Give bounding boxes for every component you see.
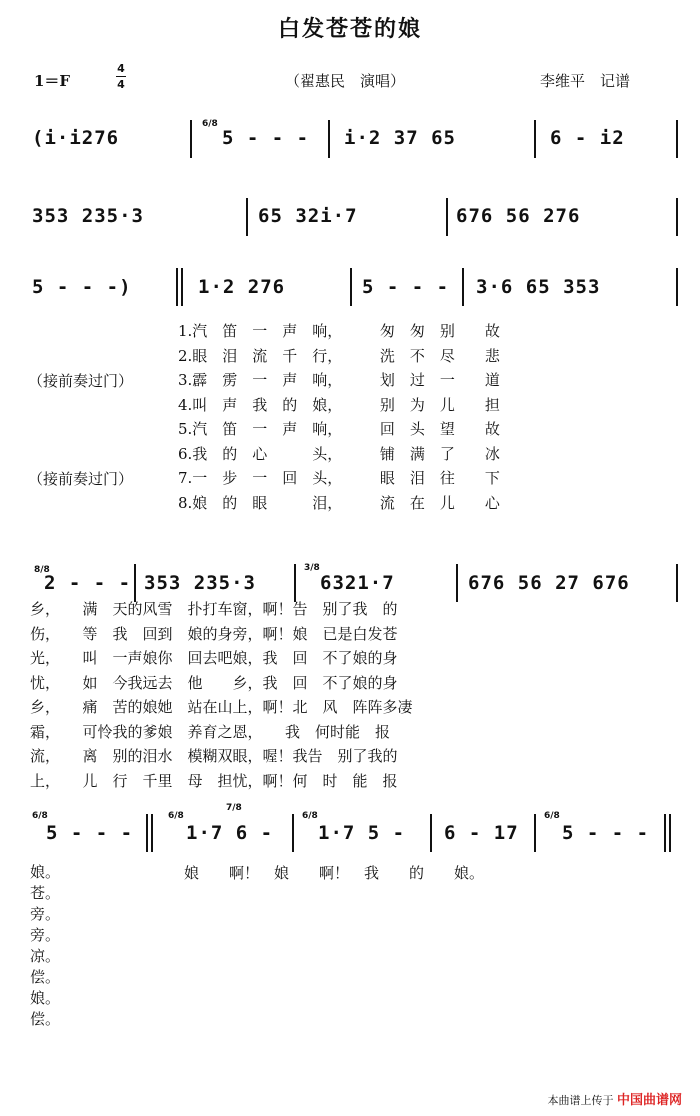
ending-column-item: 旁。 [30,905,61,923]
measure-5-3: 1·7 5 - [318,822,406,844]
ending-column-item: 凉。 [30,947,61,965]
verse-b-8: 上， 儿 行 千里 母 担忧，啊！何 时 能 报 [30,771,398,790]
time-mark-68-d: 6/8 [302,811,318,821]
time-mark-78: 7/8 [226,803,242,813]
time-numerator: 4 [117,62,125,75]
performer-credit: （翟惠民 演唱） [285,72,406,90]
measure-1-1: (i·i276 [32,127,120,149]
measure-4-2: 353 235·3 [144,572,256,594]
prelude-note-1: （接前奏过门） [28,372,134,390]
arranger-credit: 李维平 记谱 [540,72,631,90]
measure-2-1: 353 235·3 [32,205,144,227]
ending-column-item: 偿。 [30,1010,61,1028]
verse-b-2: 伤， 等 我 回到 娘的身旁，啊！娘 已是白发苍 [30,624,398,643]
footer-text: 本曲谱上传于 [547,1094,614,1107]
footer [547,1089,682,1108]
verse-a-3: 3.霹 雳 一 声 响， 划 过 一 道 [178,371,500,389]
verse-a-5: 5.汽 笛 一 声 响， 回 头 望 故 [178,420,500,438]
verse-a-2: 2.眼 泪 流 千 行， 洗 不 尽 悲 [178,346,500,365]
verse-b-1: 乡， 满 天的风雪 扑打车窗，啊！告 别了我 的 [30,600,398,618]
measure-5-4: 6 - 17 [444,822,519,844]
ending-column-item: 苍。 [30,884,61,902]
verse-b-6: 霜， 可怜我的爹娘 养育之恩， 我 何时能 报 [30,722,391,741]
measure-5-2: 1·7 6 - [186,822,274,844]
measure-3-3: 5 - - - [362,276,450,298]
time-mark-68: 6/8 [202,119,218,129]
measure-5-1: 5 - - - [46,822,134,844]
measure-4-4: 676 56 27 676 [468,572,630,594]
time-mark-38: 3/8 [304,563,320,573]
verse-b-4: 忧， 如 今我远去 他 乡，我 回 不了娘的身 [30,673,398,692]
verse-b-3: 光， 叫 一声娘你 回去吧娘，我 回 不了娘的身 [30,649,398,667]
measure-3-4: 3·6 65 353 [476,276,601,298]
verse-a-1: 1.汽 笛 一 声 响， 匆 匆 别 故 [178,322,500,340]
measure-2-3: 676 56 276 [456,205,581,227]
time-denominator: 4 [117,78,125,91]
prelude-note-2: （接前奏过门） [28,470,134,488]
measure-4-3: 6321·7 [320,572,395,594]
ending-column-item: 偿。 [30,968,61,986]
page-title: 白发苍苍的娘 [277,17,422,42]
ending-column-item: 旁。 [30,926,61,944]
measure-1-3: i·2 37 65 [344,127,456,149]
measure-3-1: 5 - - -) [32,276,132,298]
time-mark-68-c: 6/8 [168,811,184,821]
measure-1-2: 5 - - - [222,127,310,149]
site-logo: 中国曲谱网 [616,1093,682,1108]
verse-b-5: 乡， 痛 苦的娘她 站在山上，啊！北 风 阵阵多凄 [30,698,413,716]
ending-column-item: 娘。 [30,863,61,881]
time-signature [116,62,126,91]
time-mark-88: 8/8 [34,565,50,575]
measure-3-2: 1·2 276 [198,276,286,298]
verse-a-8: 8.娘 的 眼 泪， 流 在 儿 心 [178,493,500,512]
measure-1-4: 6 - i2 [550,127,625,149]
time-mark-68-e: 6/8 [544,811,560,821]
verse-a-7: 7.一 步 一 回 头， 眼 泪 往 下 [178,469,500,487]
time-mark-68-b: 6/8 [32,811,48,821]
measure-4-1: 2 - - - [44,572,132,594]
verse-a-4: 4.叫 声 我 的 娘， 别 为 儿 担 [178,395,500,414]
measure-5-5: 5 - - - [562,822,650,844]
ending-column-item: 娘。 [30,989,61,1007]
verse-a-6: 6.我 的 心 头， 铺 满 了 冰 [178,444,500,463]
verse-b-7: 流， 离 别的泪水 模糊双眼，喔！我告 别了我的 [30,747,398,765]
ending-lyrics: 娘 啊！ 娘 啊！ 我 的 娘。 [184,864,485,882]
key-signature: 1＝F [34,72,71,90]
ending-column [30,862,61,1030]
measure-2-2: 65 32i·7 [258,205,358,227]
